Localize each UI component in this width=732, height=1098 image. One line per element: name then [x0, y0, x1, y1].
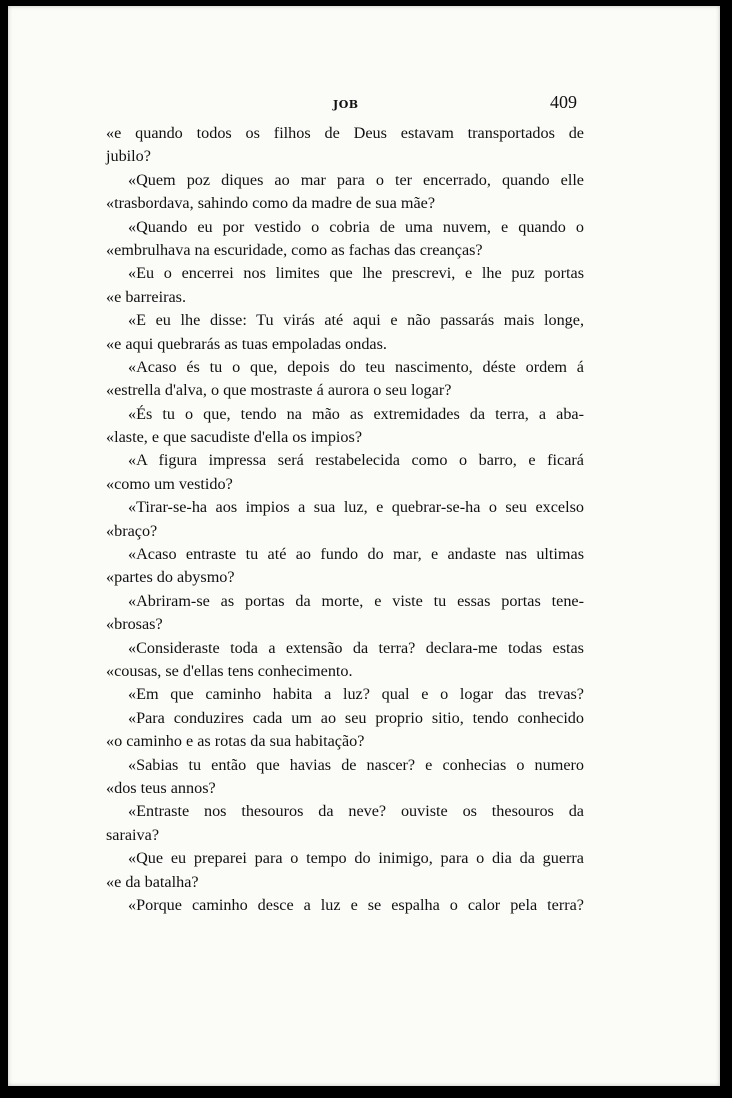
text-line: «e da batalha?: [106, 872, 199, 891]
text-line: «Entraste nos thesouros da neve? ouviste os thesouros da: [128, 802, 584, 821]
text-line: «Eu o encerrei nos limites que lhe prescrevi, e lhe puz portas: [128, 264, 584, 283]
text-line: «Consideraste toda a extensão da terra? declara-me todas estas: [128, 638, 584, 657]
text-line: «brosas?: [106, 615, 163, 634]
page-number: 409: [550, 92, 577, 112]
text-line: «Para conduzires cada um ao seu proprio sitio, tendo conhecido: [128, 708, 584, 727]
text-line: «Acaso és tu o que, depois do teu nascimento, déste ordem á: [128, 357, 584, 376]
text-line: «e barreiras.: [106, 287, 186, 306]
text-line: «embrulhava na escuridade, como as fachas das creanças?: [106, 240, 483, 259]
text-line: «e aqui quebrarás as tuas empoladas ondas.: [106, 334, 387, 353]
running-header: [8, 92, 720, 122]
text-line: «Tirar-se-ha aos impios a sua luz, e quebrar-se-ha o seu excelso: [128, 498, 584, 517]
text-line: «cousas, se d'ellas tens conhecimento.: [106, 661, 353, 680]
text-line: «Quando eu por vestido o cobria de uma nuvem, e quando o: [128, 217, 584, 236]
text-line: «laste, e que sacudiste d'ella os impios?: [106, 428, 363, 447]
text-line: «braço?: [106, 521, 158, 540]
text-line: «A figura impressa será restabelecida como o barro, e ficará: [128, 451, 584, 470]
text-line: «e quando todos os filhos de Deus estavam transportados de: [106, 124, 584, 142]
text-line: «o caminho e as rotas da sua habitação?: [106, 732, 365, 751]
text-line: «Abriram-se as portas da morte, e viste tu essas portas tene-: [128, 591, 584, 610]
text-line: «estrella d'alva, o que mostraste á aurora o seu logar?: [106, 381, 452, 400]
text-line: «E eu lhe disse: Tu virás até aqui e não passarás mais longe,: [128, 311, 584, 330]
running-title: JOB: [333, 98, 359, 111]
text-line: «Que eu preparei para o tempo do inimigo, para o dia da guerra: [128, 849, 584, 868]
text-line: «És tu o que, tendo na mão as extremidades da terra, a aba-: [128, 404, 584, 423]
text-line: «Porque caminho desce a luz e se espalha o calor pela terra?: [128, 895, 584, 914]
text-line: «Acaso entraste tu até ao fundo do mar, e andaste nas ultimas: [128, 545, 584, 564]
text-line: «Sabias tu então que havias de nascer? e conhecias o numero: [128, 755, 584, 774]
book-page: [8, 6, 720, 1086]
text-line: «partes do abysmo?: [106, 568, 235, 587]
text-line: «trasbordava, sahindo como da madre de sua mãe?: [106, 194, 436, 213]
text-line: «Quem poz diques ao mar para o ter encerrado, quando elle: [128, 170, 584, 189]
text-line: «como um vestido?: [106, 474, 233, 493]
text-line: «Em que caminho habita a luz? qual e o logar das trevas?: [128, 685, 584, 704]
text-line: «dos teus annos?: [106, 778, 216, 797]
body-text: [106, 122, 584, 917]
text-line: saraiva?: [106, 825, 160, 844]
text-line: jubilo?: [106, 147, 151, 166]
